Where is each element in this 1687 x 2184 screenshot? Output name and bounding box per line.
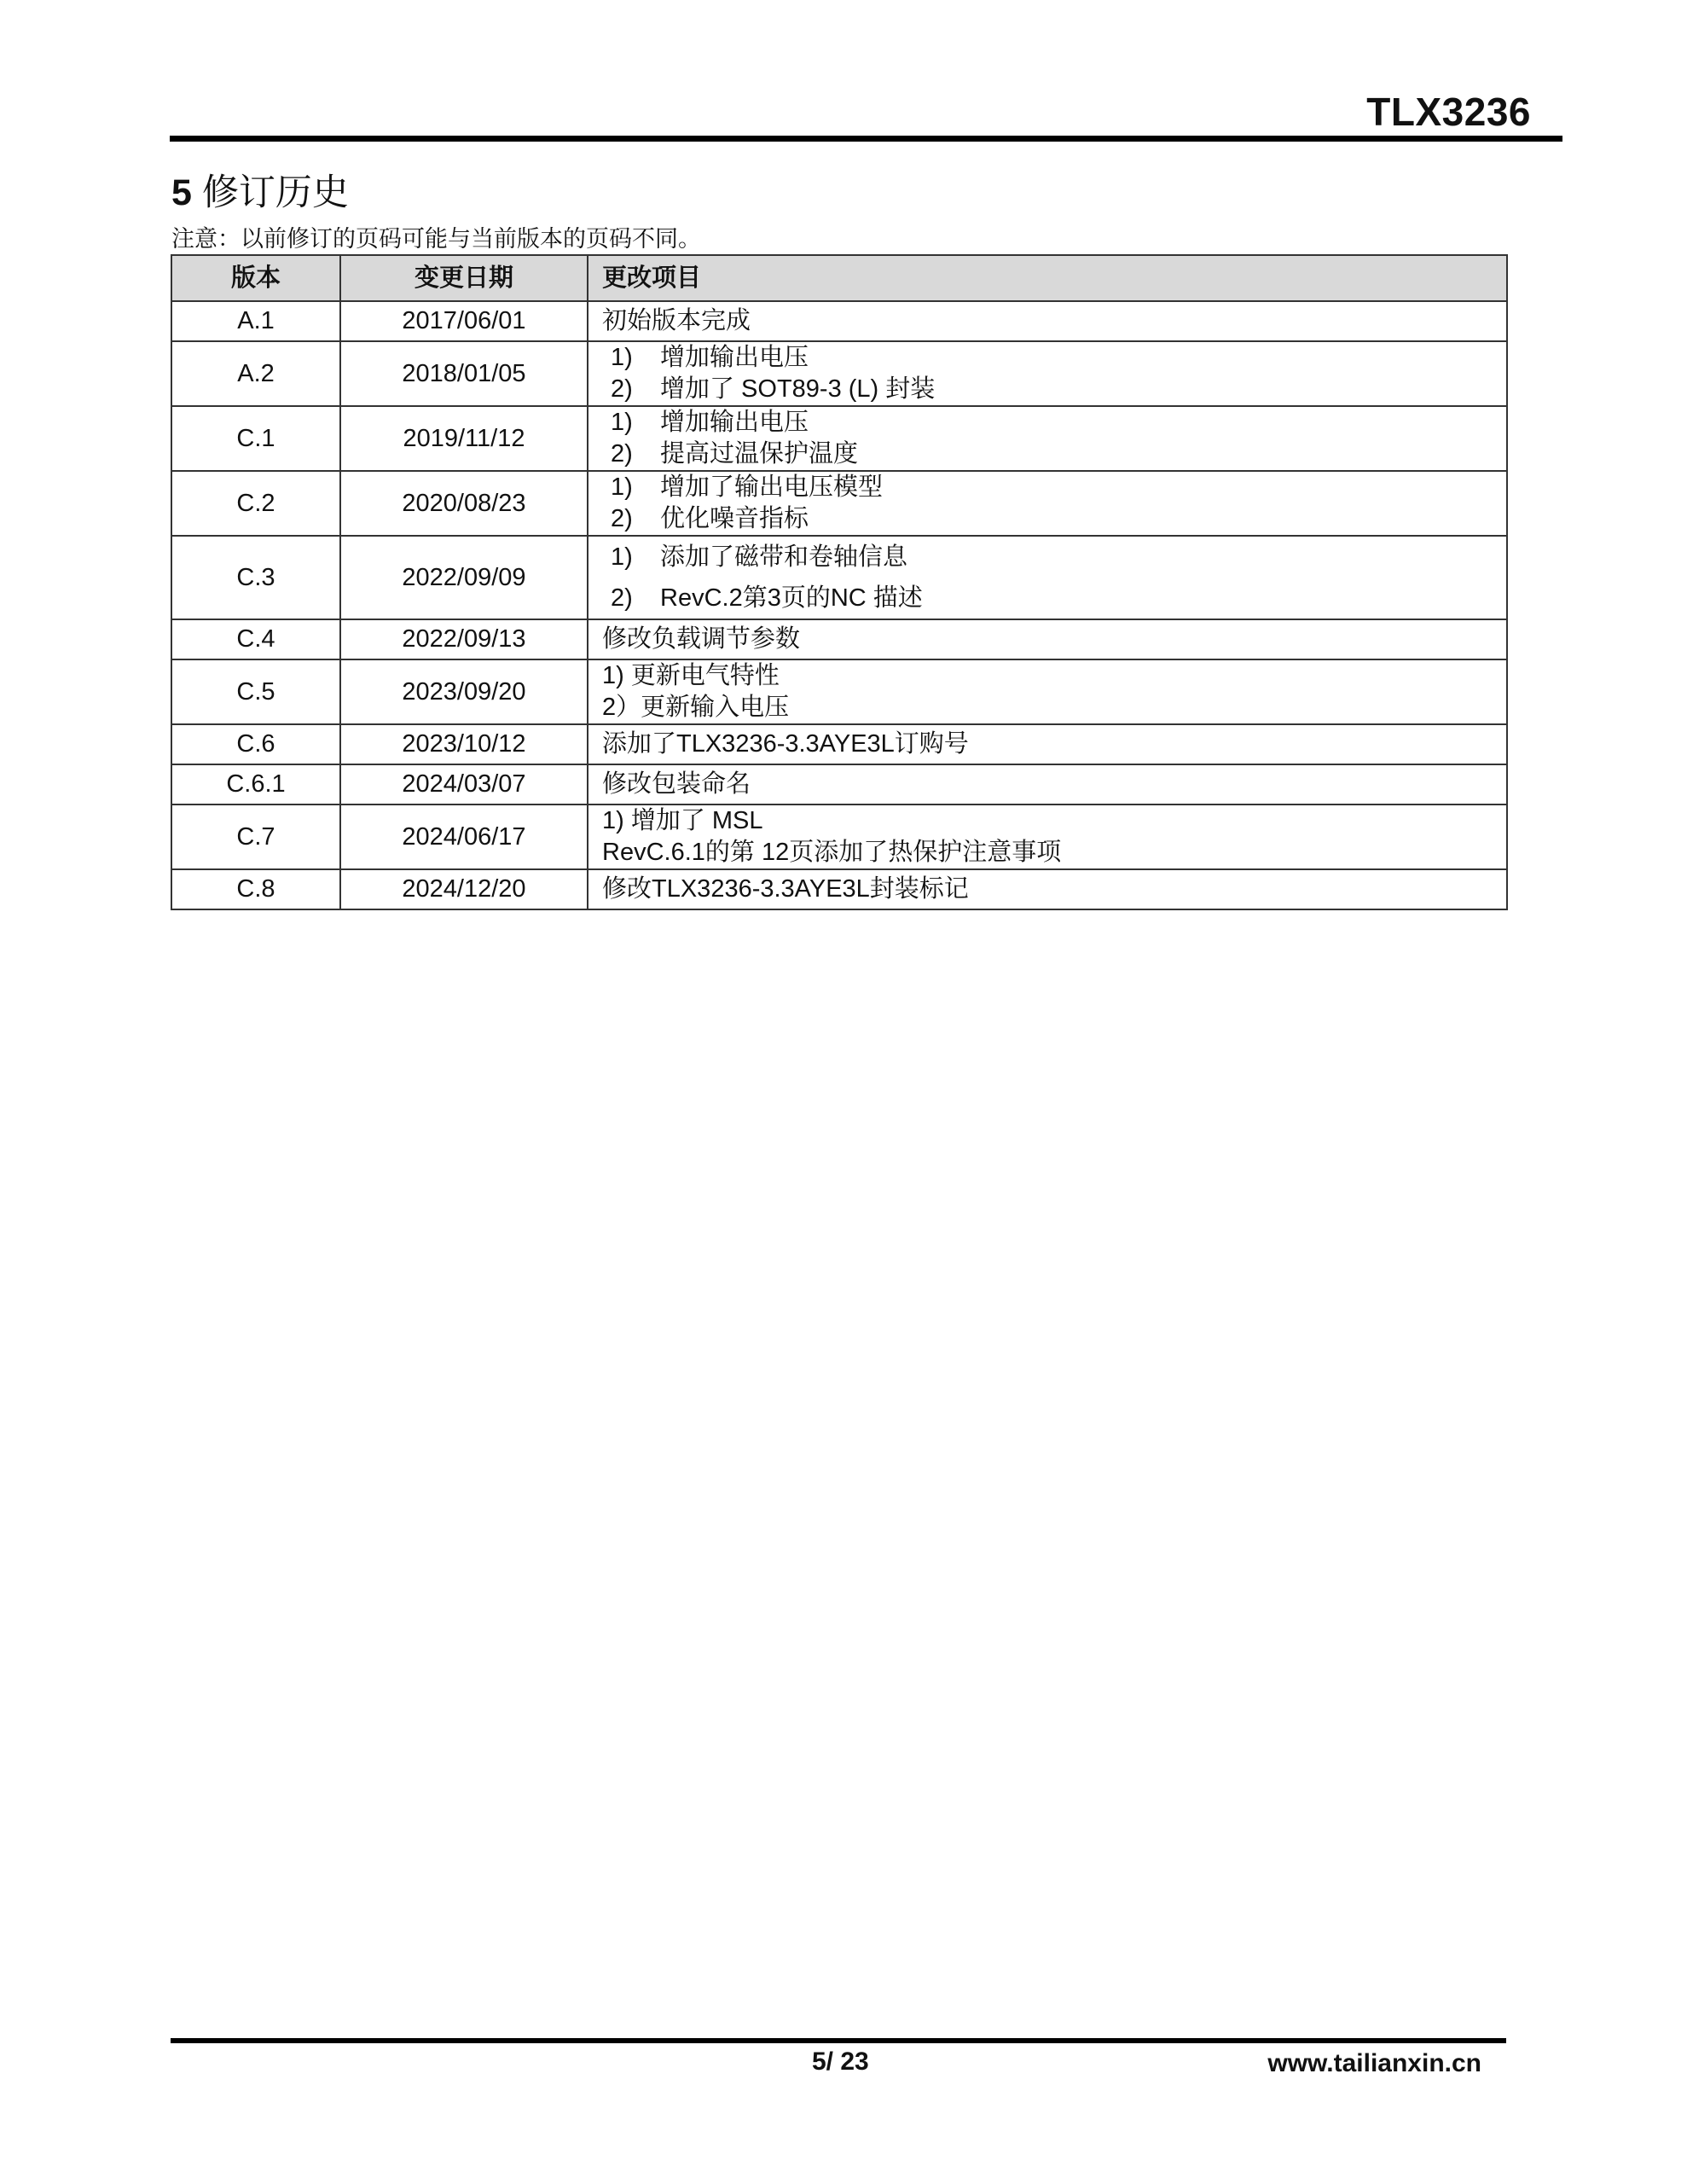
item-text: 优化噪音指标 bbox=[660, 505, 809, 532]
changes-cell bbox=[588, 536, 1507, 619]
change-item: 1) 更新电气特性 bbox=[602, 662, 780, 689]
item-text: 添加了磁带和卷轴信息 bbox=[660, 543, 908, 571]
change-item bbox=[602, 472, 1493, 503]
page-number: 5/ 23 bbox=[812, 2048, 869, 2076]
table-row bbox=[171, 804, 1507, 869]
change-item: 1) 增加了 MSL bbox=[602, 807, 763, 834]
version-cell: C.6.1 bbox=[171, 764, 340, 804]
changes-cell bbox=[588, 341, 1507, 406]
table-row bbox=[171, 301, 1507, 341]
change-item bbox=[602, 503, 1493, 535]
change-item bbox=[602, 578, 1493, 619]
changes-cell bbox=[588, 619, 1507, 659]
table-row bbox=[171, 619, 1507, 659]
change-item: 修改负载调节参数 bbox=[602, 625, 801, 653]
version-cell: C.1 bbox=[171, 406, 340, 471]
website-url: www.tailianxin.cn bbox=[1267, 2049, 1481, 2077]
date-cell: 2024/03/07 bbox=[340, 764, 588, 804]
item-number: 2) bbox=[611, 375, 633, 403]
change-item: RevC.6.1的第 12页添加了热保护注意事项 bbox=[602, 839, 1062, 866]
change-item bbox=[602, 537, 1493, 578]
change-item bbox=[602, 439, 1493, 470]
changes-cell bbox=[588, 869, 1507, 909]
changes-cell bbox=[588, 724, 1507, 764]
item-number: 1) bbox=[611, 344, 633, 371]
version-cell: A.1 bbox=[171, 301, 340, 341]
date-cell: 2017/06/01 bbox=[340, 301, 588, 341]
item-text: 增加了 SOT89-3 (L) 封装 bbox=[660, 375, 936, 403]
header-changes: 更改项目 bbox=[588, 255, 1507, 301]
version-cell: C.6 bbox=[171, 724, 340, 764]
item-text: 增加输出电压 bbox=[660, 409, 809, 436]
date-cell: 2023/10/12 bbox=[340, 724, 588, 764]
item-number: 2) bbox=[611, 584, 633, 612]
changes-cell bbox=[588, 471, 1507, 536]
change-item bbox=[602, 374, 1493, 405]
date-cell: 2024/06/17 bbox=[340, 804, 588, 869]
date-cell: 2018/01/05 bbox=[340, 341, 588, 406]
changes-cell bbox=[588, 804, 1507, 869]
version-cell: C.4 bbox=[171, 619, 340, 659]
item-text: 增加输出电压 bbox=[660, 344, 809, 371]
section-number: 5 bbox=[171, 172, 192, 213]
header-date: 变更日期 bbox=[340, 255, 588, 301]
item-number: 2) bbox=[611, 440, 633, 468]
changes-cell bbox=[588, 764, 1507, 804]
item-number: 1) bbox=[611, 473, 633, 501]
header-version: 版本 bbox=[171, 255, 340, 301]
item-text: RevC.2第3页的NC 描述 bbox=[660, 584, 923, 612]
table-row bbox=[171, 764, 1507, 804]
change-item bbox=[602, 407, 1493, 439]
header-rule bbox=[170, 136, 1562, 142]
date-cell: 2023/09/20 bbox=[340, 659, 588, 724]
item-number: 1) bbox=[611, 543, 633, 571]
date-cell: 2020/08/23 bbox=[340, 471, 588, 536]
table-row bbox=[171, 536, 1507, 619]
changes-cell bbox=[588, 659, 1507, 724]
version-cell: C.2 bbox=[171, 471, 340, 536]
changes-cell bbox=[588, 301, 1507, 341]
change-item: 添加了TLX3236-3.3AYE3L订购号 bbox=[602, 730, 969, 758]
change-item: 修改包装命名 bbox=[602, 770, 751, 798]
date-cell: 2022/09/09 bbox=[340, 536, 588, 619]
table-row bbox=[171, 724, 1507, 764]
date-cell: 2019/11/12 bbox=[340, 406, 588, 471]
version-cell: C.8 bbox=[171, 869, 340, 909]
section-title bbox=[171, 172, 349, 214]
date-cell: 2024/12/20 bbox=[340, 869, 588, 909]
version-cell: C.3 bbox=[171, 536, 340, 619]
table-header-row bbox=[171, 255, 1507, 301]
change-item: 修改TLX3236-3.3AYE3L封装标记 bbox=[602, 875, 969, 903]
revision-history-table bbox=[171, 254, 1508, 910]
revision-note: 注意：以前修订的页码可能与当前版本的页码不同。 bbox=[171, 226, 701, 252]
table-row bbox=[171, 869, 1507, 909]
table-row bbox=[171, 406, 1507, 471]
item-number: 1) bbox=[611, 409, 633, 436]
changes-cell bbox=[588, 406, 1507, 471]
table-row bbox=[171, 659, 1507, 724]
item-text: 提高过温保护温度 bbox=[660, 440, 859, 468]
change-item: 初始版本完成 bbox=[602, 307, 751, 334]
change-item bbox=[602, 342, 1493, 374]
table-row bbox=[171, 471, 1507, 536]
section-title-text: 修订历史 bbox=[201, 172, 349, 213]
table-row bbox=[171, 341, 1507, 406]
version-cell: A.2 bbox=[171, 341, 340, 406]
version-cell: C.5 bbox=[171, 659, 340, 724]
footer-rule bbox=[171, 2038, 1506, 2043]
change-item: 2）更新输入电压 bbox=[602, 694, 790, 721]
item-number: 2) bbox=[611, 505, 633, 532]
version-cell: C.7 bbox=[171, 804, 340, 869]
date-cell: 2022/09/13 bbox=[340, 619, 588, 659]
item-text: 增加了输出电压模型 bbox=[660, 473, 884, 501]
document-id: TLX3236 bbox=[1366, 90, 1531, 134]
